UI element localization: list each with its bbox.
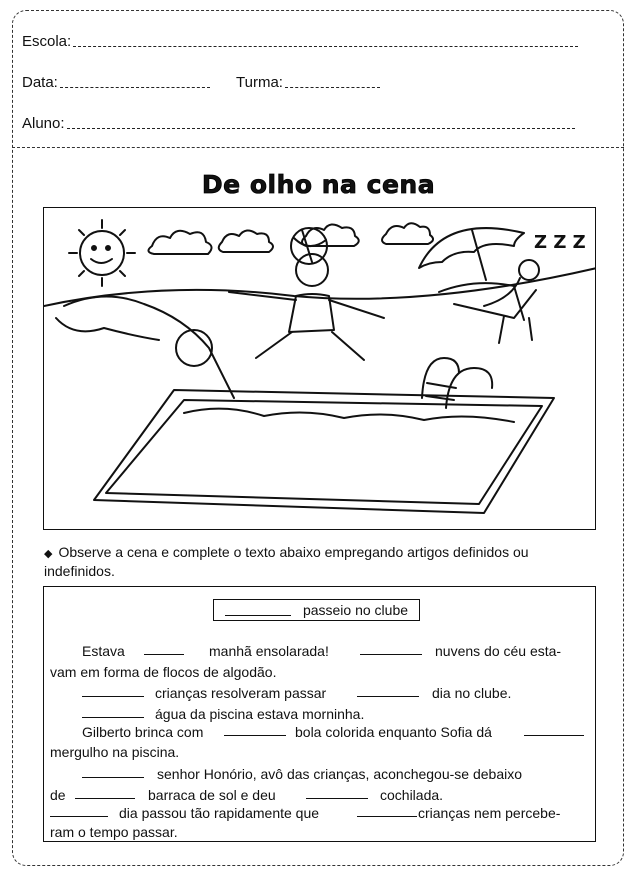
cloud-icon bbox=[219, 230, 273, 252]
blank-field[interactable] bbox=[224, 724, 286, 736]
text-line bbox=[44, 744, 597, 762]
instruction bbox=[44, 544, 600, 580]
date-field[interactable] bbox=[22, 74, 210, 91]
text-segment: bola colorida enquanto Sofia dá bbox=[295, 724, 492, 740]
title-blank[interactable] bbox=[225, 604, 291, 616]
fill-in-text-box bbox=[43, 586, 596, 842]
sleeping-zzz-icon: Z Z Z bbox=[534, 232, 586, 253]
text-line bbox=[44, 685, 597, 703]
text-segment: dia passou tão rapidamente que bbox=[119, 805, 320, 821]
blank-field[interactable] bbox=[75, 787, 135, 799]
text-segment: dia no clube. bbox=[432, 685, 512, 701]
text-segment: manhã ensolarada! bbox=[209, 643, 329, 659]
text-line bbox=[44, 766, 597, 784]
text-segment: cochilada. bbox=[380, 787, 444, 803]
text-segment: Estava bbox=[82, 643, 125, 659]
school-label: Escola: bbox=[22, 33, 72, 50]
date-label: Data: bbox=[22, 74, 58, 91]
text-line bbox=[44, 805, 597, 823]
date-input-line[interactable] bbox=[60, 86, 210, 88]
instruction-text: Observe a cena e complete o texto abaixo empregando artigos definidos ou indefinidos. bbox=[44, 544, 529, 579]
ladder-icon bbox=[422, 358, 492, 408]
class-input-line[interactable] bbox=[285, 86, 380, 88]
blank-field[interactable] bbox=[357, 805, 417, 817]
text-segment: ram o tempo passar. bbox=[50, 824, 178, 840]
text-segment: senhor Honório, avô das crianças, aconchegou-se debaixo bbox=[157, 766, 523, 782]
cloud-icon bbox=[148, 231, 211, 254]
school-field[interactable] bbox=[22, 33, 578, 50]
blank-field[interactable] bbox=[357, 685, 419, 697]
scene-illustration bbox=[43, 207, 596, 530]
text-line bbox=[44, 724, 597, 742]
class-label: Turma: bbox=[236, 74, 283, 91]
student-field[interactable] bbox=[22, 115, 575, 132]
blank-field[interactable] bbox=[82, 706, 144, 718]
umbrella-icon bbox=[419, 228, 524, 280]
text-segment: nuvens do céu esta- bbox=[435, 643, 562, 659]
blank-field[interactable] bbox=[360, 643, 422, 655]
blank-field[interactable] bbox=[306, 787, 368, 799]
blank-field[interactable] bbox=[144, 643, 184, 655]
text-segment: barraca de sol e deu bbox=[148, 787, 276, 803]
school-input-line[interactable] bbox=[73, 45, 578, 47]
blank-field[interactable] bbox=[524, 724, 584, 736]
blank-field[interactable] bbox=[82, 685, 144, 697]
text-segment: Gilberto brinca com bbox=[82, 724, 204, 740]
class-field[interactable] bbox=[236, 74, 380, 91]
cloud-icon bbox=[382, 223, 433, 244]
text-segment: mergulho na piscina. bbox=[50, 744, 180, 760]
text-segment: crianças nem percebe- bbox=[418, 805, 561, 821]
header-divider bbox=[12, 147, 624, 148]
page-title: De olho na cena bbox=[201, 170, 436, 199]
text-line bbox=[44, 787, 597, 805]
blank-field[interactable] bbox=[50, 805, 108, 817]
text-segment: água da piscina estava morninha. bbox=[155, 706, 365, 722]
sun-icon bbox=[69, 220, 135, 286]
pool-icon bbox=[94, 390, 554, 513]
text-line bbox=[44, 706, 597, 724]
text-line bbox=[44, 664, 597, 682]
text-segment: de bbox=[50, 787, 66, 803]
text-line bbox=[44, 824, 597, 842]
box-title-text: passeio no clube bbox=[302, 602, 409, 618]
student-label: Aluno: bbox=[22, 115, 65, 132]
blank-field[interactable] bbox=[82, 766, 144, 778]
student-input-line[interactable] bbox=[67, 127, 575, 129]
text-segment: crianças resolveram passar bbox=[155, 685, 327, 701]
box-title bbox=[213, 599, 420, 621]
text-segment: vam em forma de flocos de algodão. bbox=[50, 664, 277, 680]
pool-scene-drawing bbox=[44, 208, 596, 530]
diamond-bullet-icon: ◆ bbox=[44, 548, 53, 560]
text-line bbox=[44, 643, 597, 661]
